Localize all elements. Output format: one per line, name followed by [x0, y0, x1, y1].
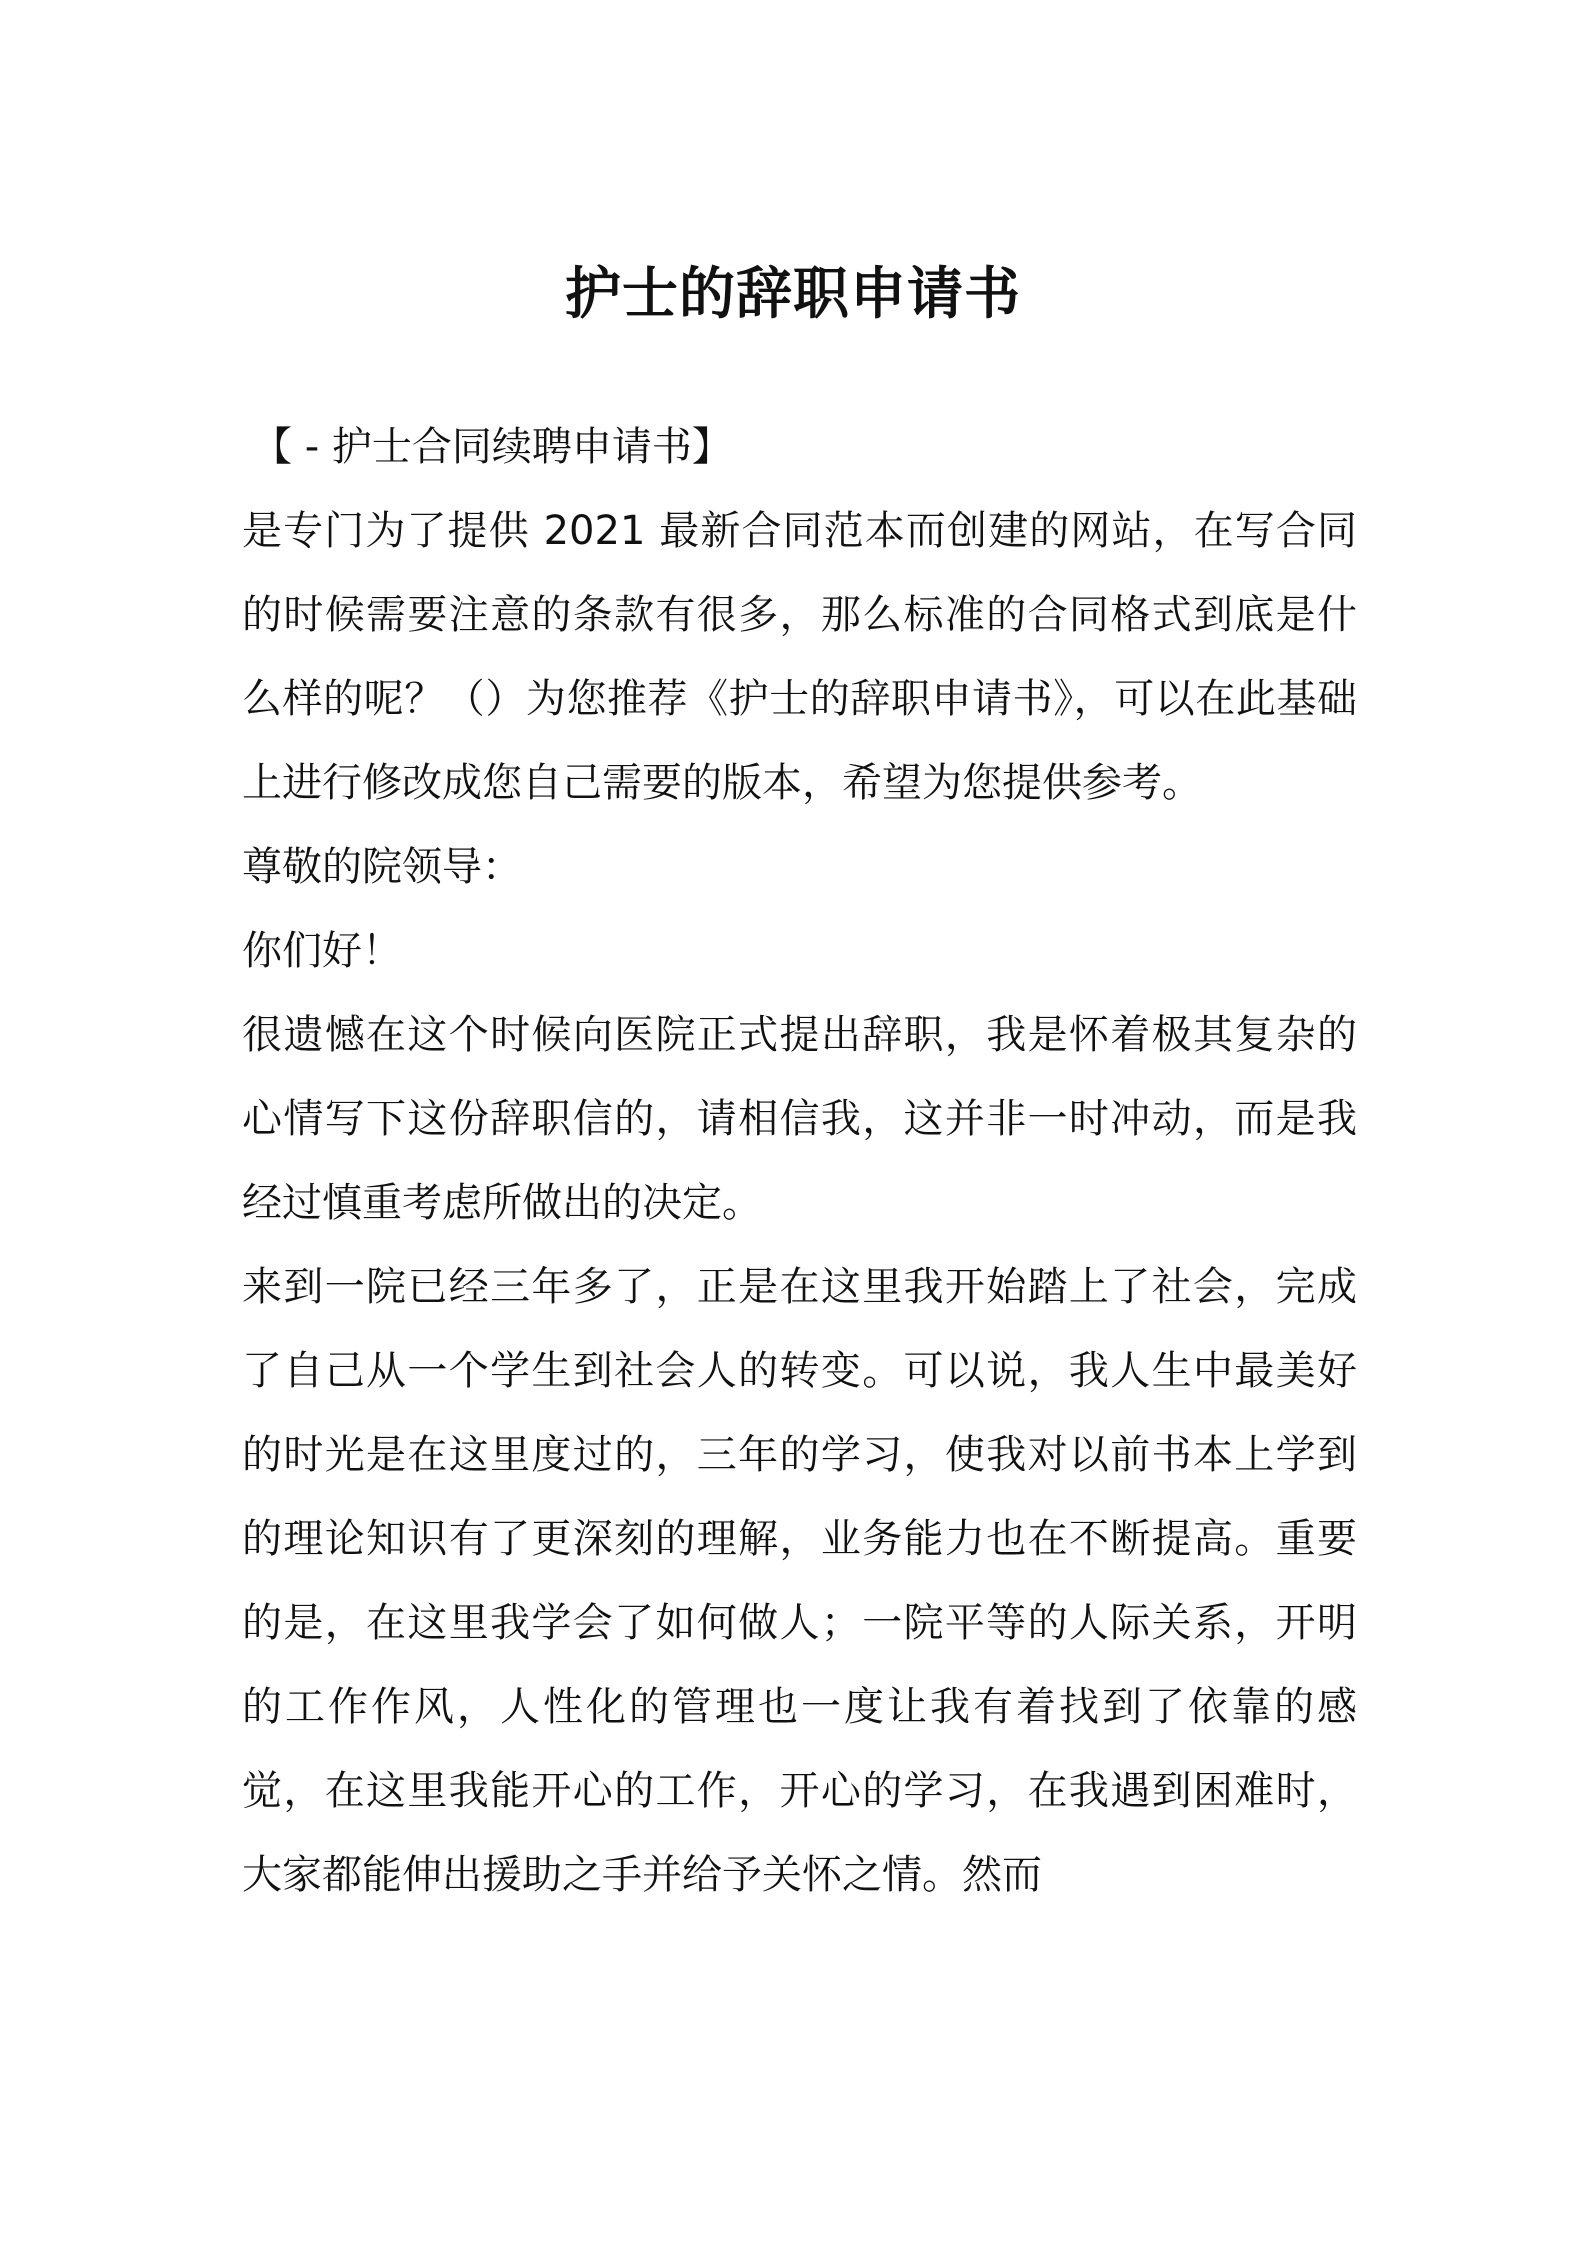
document-title: 护士的辞职申请书 — [565, 262, 1021, 327]
body-paragraph-1: 很遗憾在这个时候向医院正式提出辞职，我是怀着极其复杂的心情写下这份辞职信的，请相信我，这并非一时冲动，而是我经过慎重考虑所做出的决定。 — [242, 1012, 1357, 1226]
body-paragraph-2: 来到一院已经三年多了，正是在这里我开始踏上了社会，完成了自己从一个学生到社会人的转变。可以说，我人生中最美好的时光是在这里度过的，三年的学习，使我对以前书本上学到的理论知识有了更深刻的理解，业务能力也在不断提高。重要的是，在这里我学会了如何做人；一院平等的人际关系，开明的工作作风，人性化的管理也一度让我有着找到了依靠的感觉，在这里我能开心的工作，开心的学习，在我遇到困难时，大家都能伸出援助之手并给予关怀之情。然而 — [242, 1264, 1357, 1898]
document-subtitle: 【 - 护士合同续聘申请书】 — [252, 424, 732, 470]
salutation: 尊敬的院领导： — [242, 844, 522, 890]
intro-paragraph: 是专门为了提供 2021 最新合同范本而创建的网站，在写合同的时候需要注意的条款有很多，那么标准的合同格式到底是什么样的呢？（）为您推荐《护士的辞职申请书》，可以在此基础上进行修改成您自己需要的版本，希望为您提供参考。 — [242, 508, 1357, 806]
document-body — [242, 405, 1357, 1917]
greeting: 你们好！ — [242, 928, 402, 974]
